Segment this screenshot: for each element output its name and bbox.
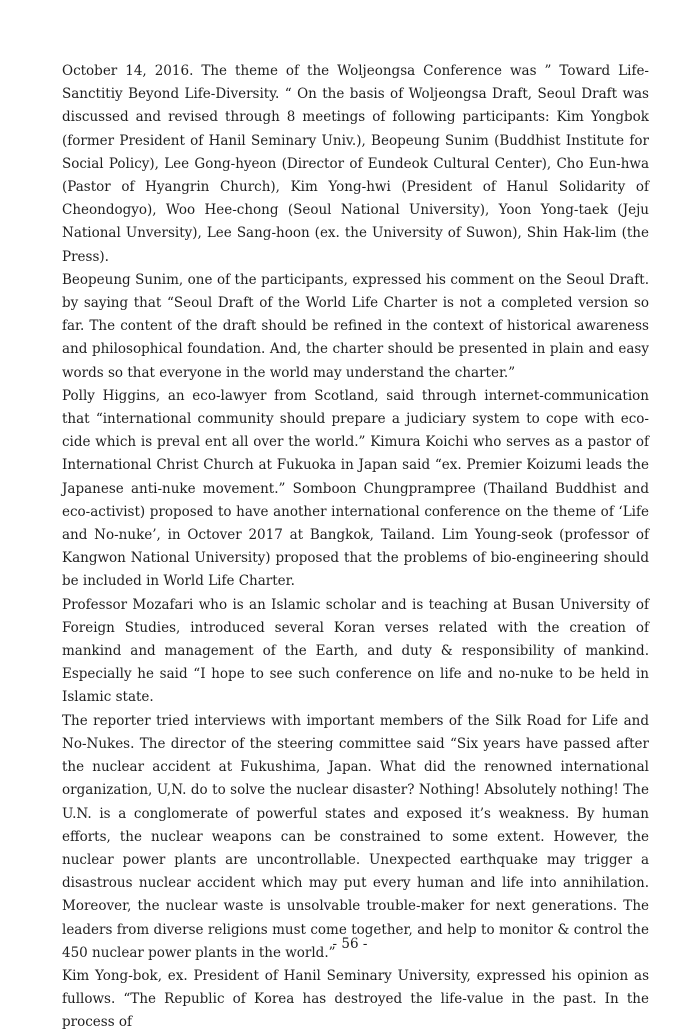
paragraph-polly-higgins: Polly Higgins, an eco-lawyer from Scotland, said through internet-communication that “international community should prepare a judiciary system to cope with eco-cide which is preval ent all over the world.” Kimura Koichi who serves as a pastor of International Christ Church at Fukuoka in Japan said “ex. Premier Koizumi leads the Japanese anti-nuke movement.” Somboon Chungprampree (Thailand Buddhist and eco-activist) proposed to have another international conference on the theme of ‘Life and No-nuke’, in Octover 2017 at Bangkok, Tailand. Lim Young-seok (professor of Kangwon National University) proposed that the problems of bio-engineering should be included in World Life Charter. bbox=[62, 387, 649, 590]
paragraph-conference-theme: October 14, 2016. The theme of the Woljeongsa Conference was ” Toward Life-Sanctitiy Beyond Life-Diversity. “ On the basis of Woljeongsa Draft, Seoul Draft was discussed and revised through 8 meetings of following participants: Kim Yongbok (former President of Hanil Seminary Univ.), Beopeung Sunim (Buddhist Institute for Social Policy), Lee Gong-hyeon (Director of Eundeok Cultural Center), Cho Eun-hwa (Pastor of Hyangrin Church), Kim Yong-hwi (President of Hanul Solidarity of Cheondogyo), Woo Hee-chong (Seoul National University), Yoon Yong-taek (Jeju National Unversity), Lee Sang-hoon (ex. the University of Suwon), Shin Hak-lim (the Press). bbox=[62, 63, 649, 265]
paragraph-kim-yong-bok: Kim Yong-bok, ex. President of Hanil Seminary University, expressed his opinion as fullows. “The Republic of Korea has destroyed the life-value in the past. In the process of bbox=[62, 967, 649, 1031]
paragraph-reporter-interview: The reporter tried interviews with important members of the Silk Road for Life and No-Nukes. The director of the steering committee said “Six years have passed after the nuclear accident at Fukushima, Japan. What did the renowned international organization, U,N. do to solve the nuclear disaster? Nothing! Absolutely nothing! The U.N. is a conglomerate of powerful states and exposed it’s weakness. By human efforts, the nuclear weapons can be constrained to some extent. However, the nuclear power plants are uncontrollable. Unexpected earthquake may trigger a disastrous nuclear accident which may put every human and life into annihilation. Moreover, the nuclear waste is unsolvable trouble-maker for next generations. The leaders from diverse religions must come together, and help to monitor & control the 450 nuclear power plants in the world.” bbox=[62, 712, 649, 961]
document-body bbox=[62, 60, 649, 1035]
paragraph-professor-mozafari: Professor Mozafari who is an Islamic scholar and is teaching at Busan University of Foreign Studies, introduced several Koran verses related with the creation of mankind and management of the Earth, and duty & responsibility of mankind. Especially he said “I hope to see such conference on life and no-nuke to be held in Islamic state. bbox=[62, 596, 649, 706]
page-number: - 56 - bbox=[332, 936, 368, 952]
paragraph-beopeung-sunim: Beopeung Sunim, one of the participants, expressed his comment on the Seoul Draft. by saying that “Seoul Draft of the World Life Charter is not a completed version so far. The content of the draft should be refined in the context of historical awareness and philosophical foundation. And, the charter should be presented in plain and easy words so that everyone in the world may understand the charter.” bbox=[62, 271, 649, 381]
